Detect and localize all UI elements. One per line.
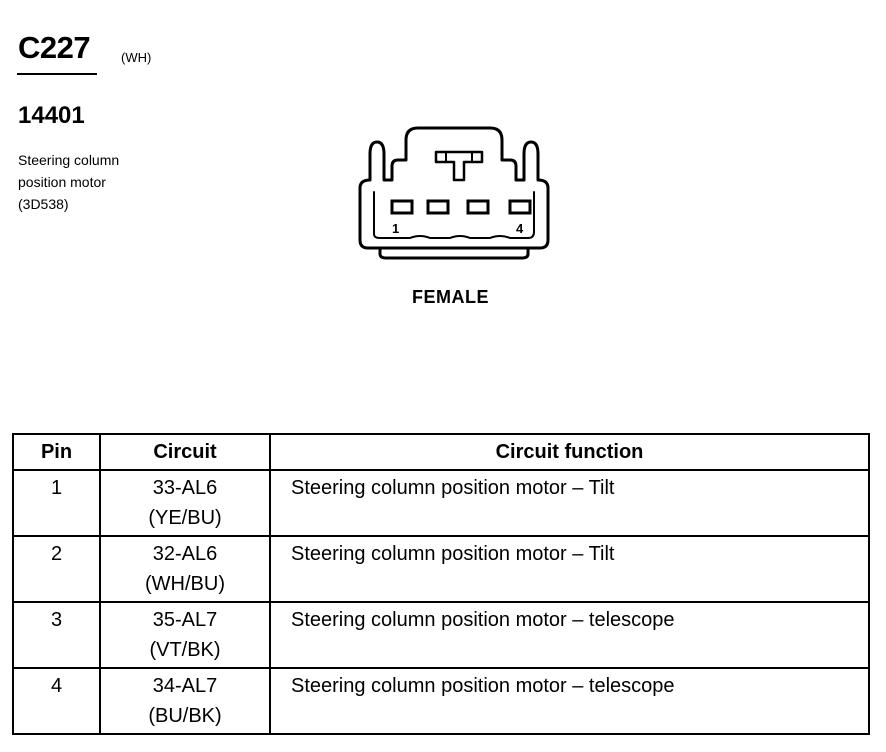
pin-terminal-4 — [510, 201, 530, 213]
pin-terminal-3 — [468, 201, 488, 213]
function-cell: Steering column position motor – telescope — [270, 602, 869, 668]
wire-color: (BU/BK) — [148, 705, 222, 727]
diagram-view-label: FEMALE — [412, 287, 489, 307]
pin-label-end: 4 — [516, 221, 524, 236]
connector-face-diagram — [350, 122, 560, 270]
table-row — [13, 536, 869, 602]
pin-cell: 3 — [13, 602, 100, 668]
circuit-id: 33-AL6 — [152, 477, 218, 499]
pin-cell: 2 — [13, 536, 100, 602]
pin-cell: 4 — [13, 668, 100, 734]
description-line-3: (3D538) — [18, 196, 69, 212]
connector-id: C227 — [18, 30, 91, 65]
table-row — [13, 668, 869, 734]
center-latch — [436, 152, 482, 180]
circuit-id: 35-AL7 — [152, 609, 218, 631]
column-header-pin: Pin — [13, 434, 100, 470]
table-row — [13, 602, 869, 668]
description-line-1: Steering column — [18, 152, 120, 168]
pinout-table — [12, 433, 870, 735]
function-cell: Steering column position motor – telescope — [270, 668, 869, 734]
description-line-2: position motor — [18, 174, 106, 190]
wire-color: (WH/BU) — [145, 573, 225, 595]
column-header-function: Circuit function — [270, 434, 869, 470]
pin-terminal-1 — [392, 201, 412, 213]
circuit-cell — [100, 668, 270, 734]
part-number: 14401 — [18, 102, 85, 129]
circuit-cell — [100, 470, 270, 536]
wire-color: (VT/BK) — [149, 639, 221, 661]
table-row — [13, 470, 869, 536]
pin-label-start: 1 — [392, 221, 400, 236]
circuit-id: 34-AL7 — [152, 675, 218, 697]
circuit-cell — [100, 602, 270, 668]
pin-terminal-2 — [428, 201, 448, 213]
circuit-id: 32-AL6 — [152, 543, 218, 565]
pin-cell: 1 — [13, 470, 100, 536]
connector-color-code: (WH) — [121, 50, 152, 65]
connector-id-underline — [17, 73, 97, 75]
function-cell: Steering column position motor – Tilt — [270, 536, 869, 602]
function-cell: Steering column position motor – Tilt — [270, 470, 869, 536]
column-header-circuit: Circuit — [100, 434, 270, 470]
circuit-cell — [100, 536, 270, 602]
table-header-row — [13, 434, 869, 470]
wire-color: (YE/BU) — [148, 507, 222, 529]
